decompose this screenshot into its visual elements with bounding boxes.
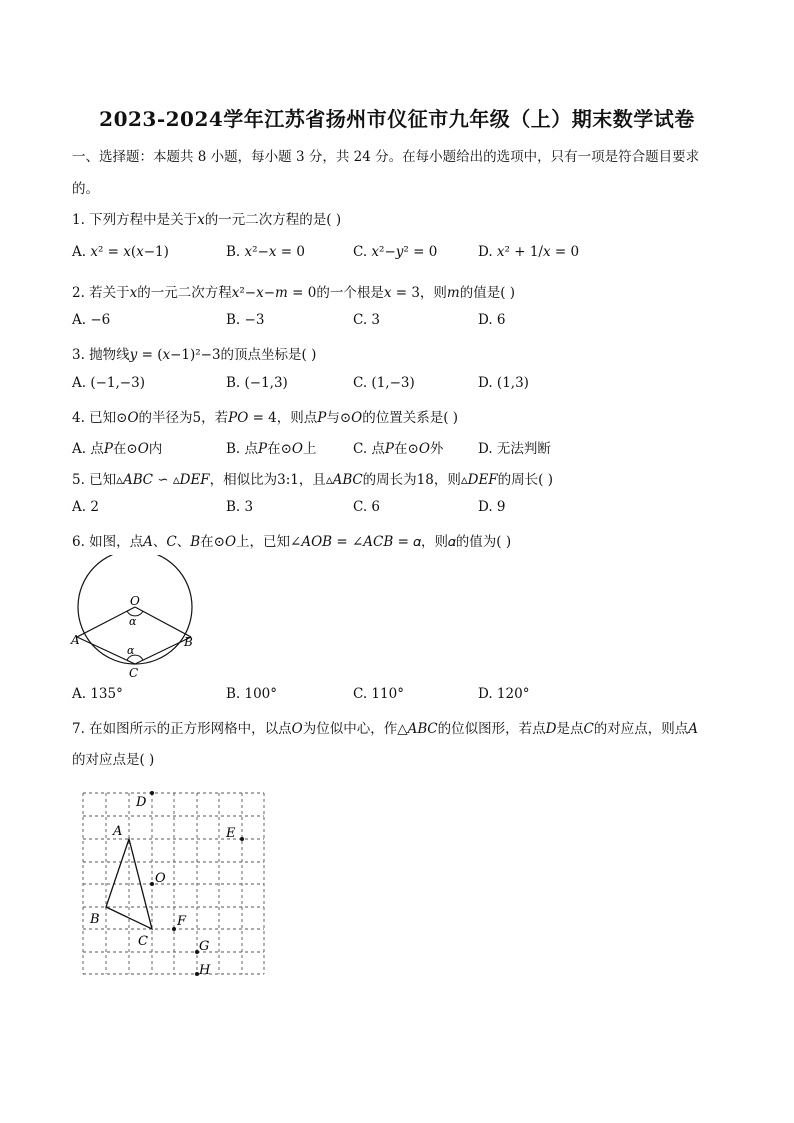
question-6-options <box>72 686 722 706</box>
option-d: D. (1,3) <box>478 375 529 391</box>
question-7-stem-line-2: 的对应点是( ) <box>72 752 155 768</box>
option-b: B. −3 <box>226 312 265 328</box>
question-5-options <box>72 499 722 519</box>
option-a: A. 135° <box>72 686 123 702</box>
question-6-stem: 6. 如图，点𝐴、𝐶、𝐵在⊙𝑂上，已知∠𝐴𝑂𝐵 = ∠𝐴𝐶𝐵 = 𝛼，则𝛼的值为( ) <box>72 534 512 550</box>
segment-oa <box>77 607 135 637</box>
question-2-stem: 2. 若关于𝑥的一元二次方程𝑥²−𝑥−𝑚 = 0的一个根是𝑥 = 3，则𝑚的值是( ) <box>72 285 516 301</box>
question-1-stem: 1. 下列方程中是关于𝑥的一元二次方程的是( ) <box>72 212 342 228</box>
option-a: A. 点𝑃在⊙𝑂内 <box>72 441 163 457</box>
point-d <box>150 791 154 795</box>
option-b: B. 3 <box>226 499 254 515</box>
label-c: C <box>138 934 148 949</box>
label-f: F <box>177 914 187 929</box>
dashed-grid <box>83 793 264 974</box>
option-a: A. −6 <box>72 312 111 328</box>
option-a: A. 𝑥² = 𝑥(𝑥−1) <box>72 244 169 260</box>
option-d: D. 120° <box>478 686 530 702</box>
question-2-options <box>72 312 722 332</box>
option-c: C. (1,−3) <box>353 375 415 391</box>
figure-6-circle-diagram <box>66 555 206 680</box>
label-b: B <box>90 912 100 927</box>
segment-bc <box>135 637 191 664</box>
question-5-stem: 5. 已知▵𝐴𝐵𝐶 ∽ ▵𝐷𝐸𝐹，相似比为3:1，且▵𝐴𝐵𝐶的周长为18，则▵𝐷𝐸𝐹的周长( ) <box>72 472 553 488</box>
circle-o <box>78 555 192 664</box>
label-h: H <box>199 963 211 978</box>
label-g: G <box>199 939 210 954</box>
label-alpha-top: α <box>129 615 137 628</box>
option-b: B. 100° <box>226 686 278 702</box>
option-a: A. 2 <box>72 499 99 515</box>
section-heading-line-1: 一、选择题：本题共 8 小题，每小题 3 分，共 24 分。在每小题给出的选项中，只有一项是符合题目要求 <box>72 149 700 165</box>
question-1-options <box>72 244 722 264</box>
option-d: D. 6 <box>478 312 506 328</box>
option-b: B. 𝑥²−𝑥 = 0 <box>226 244 305 260</box>
question-4-stem: 4. 已知⊙𝑂的半径为5，若𝑃𝑂 = 4，则点𝑃与⊙𝑂的位置关系是( ) <box>72 410 459 426</box>
segment-ob <box>135 607 191 637</box>
label-alpha-bottom: α <box>127 644 135 657</box>
question-3-options <box>72 375 722 395</box>
option-a: A. (−1,−3) <box>72 375 145 391</box>
label-a: A <box>113 824 123 839</box>
point-f <box>172 927 176 931</box>
point-e <box>240 837 244 841</box>
option-c: C. 点𝑃在⊙𝑂外 <box>353 441 444 457</box>
option-c: C. 3 <box>353 312 381 328</box>
option-b: B. (−1,3) <box>226 375 288 391</box>
label-d: D <box>136 795 147 810</box>
option-d: D. 𝑥² + 1/𝑥 = 0 <box>478 244 580 260</box>
point-o <box>150 882 154 886</box>
option-c: C. 110° <box>353 686 404 702</box>
question-4-options <box>72 437 722 457</box>
page-title: 2023-2024学年江苏省扬州市仪征市九年级（上）期末数学试卷 <box>99 107 695 131</box>
option-b: B. 点𝑃在⊙𝑂上 <box>226 441 317 457</box>
label-o: O <box>155 871 166 886</box>
option-c: C. 6 <box>353 499 381 515</box>
option-d: D. 无法判断 <box>478 441 551 457</box>
label-e: E <box>226 826 236 841</box>
option-d: D. 9 <box>478 499 506 515</box>
label-c: C <box>129 666 139 680</box>
label-b: B <box>184 635 193 649</box>
option-c: C. 𝑥²−𝑦² = 0 <box>353 244 438 260</box>
label-o: O <box>130 594 140 608</box>
label-a: A <box>71 633 80 647</box>
figure-7-grid-diagram <box>74 784 274 984</box>
section-heading-line-2: 的。 <box>72 181 99 197</box>
question-7-stem-line-1: 7. 在如图所示的正方形网格中，以点𝑂为位似中心，作△𝐴𝐵𝐶的位似图形，若点𝐷是点𝐶的对应点，则点𝐴 <box>72 721 699 737</box>
question-3-stem: 3. 抛物线𝑦 = (𝑥−1)²−3的顶点坐标是( ) <box>72 347 317 363</box>
